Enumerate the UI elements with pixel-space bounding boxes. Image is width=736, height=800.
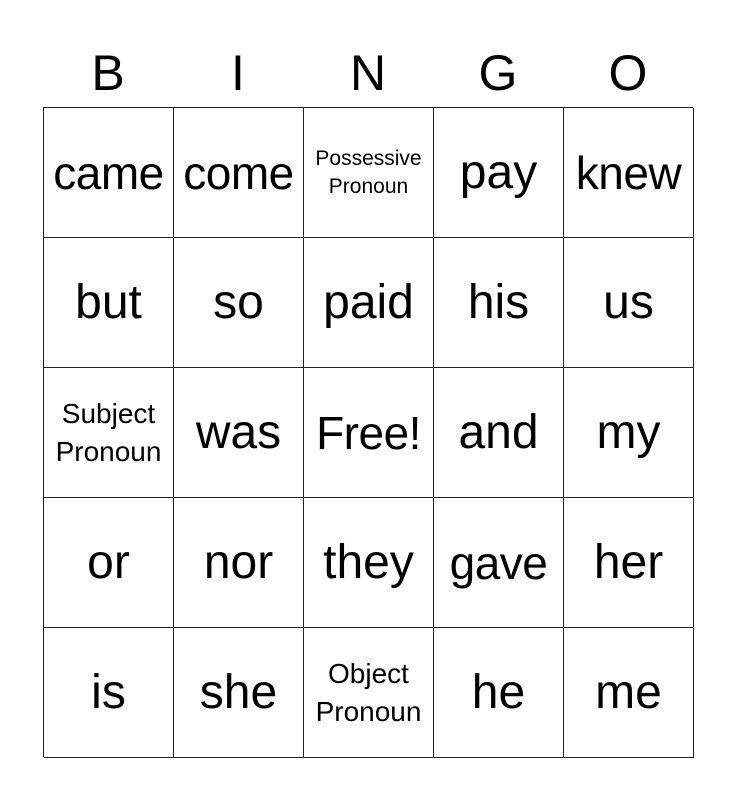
header-letter-b: B bbox=[91, 45, 125, 101]
bingo-cell[interactable]: was bbox=[174, 368, 304, 498]
bingo-cell[interactable]: he bbox=[434, 628, 564, 758]
bingo-cell[interactable]: but bbox=[44, 238, 174, 368]
bingo-cell[interactable]: her bbox=[564, 498, 694, 628]
bingo-header bbox=[43, 40, 693, 106]
bingo-cell[interactable]: knew bbox=[564, 108, 694, 238]
bingo-cell[interactable]: me bbox=[564, 628, 694, 758]
bingo-cell[interactable]: is bbox=[44, 628, 174, 758]
bingo-cell[interactable]: paid bbox=[304, 238, 434, 368]
bingo-cell[interactable]: his bbox=[434, 238, 564, 368]
bingo-cell[interactable]: come bbox=[174, 108, 304, 238]
header-letter-i: I bbox=[231, 45, 245, 101]
bingo-cell[interactable]: she bbox=[174, 628, 304, 758]
bingo-cell[interactable]: Free! bbox=[304, 368, 434, 498]
header-letter-g: G bbox=[478, 45, 518, 101]
bingo-cell[interactable]: us bbox=[564, 238, 694, 368]
header-letter-o: O bbox=[608, 45, 648, 101]
bingo-cell[interactable]: they bbox=[304, 498, 434, 628]
bingo-board bbox=[43, 107, 693, 757]
bingo-cell[interactable]: and bbox=[434, 368, 564, 498]
bingo-cell[interactable]: gave bbox=[434, 498, 564, 628]
bingo-cell[interactable]: my bbox=[564, 368, 694, 498]
bingo-cell[interactable]: so bbox=[174, 238, 304, 368]
bingo-cell[interactable]: nor bbox=[174, 498, 304, 628]
bingo-cell[interactable]: or bbox=[44, 498, 174, 628]
bingo-cell[interactable]: Object Pronoun bbox=[304, 628, 434, 758]
bingo-cell[interactable]: Possessive Pronoun bbox=[304, 108, 434, 238]
header-letter-n: N bbox=[349, 45, 387, 101]
bingo-cell[interactable]: came bbox=[44, 108, 174, 238]
bingo-cell[interactable]: pay bbox=[434, 108, 564, 238]
bingo-cell[interactable]: Subject Pronoun bbox=[44, 368, 174, 498]
